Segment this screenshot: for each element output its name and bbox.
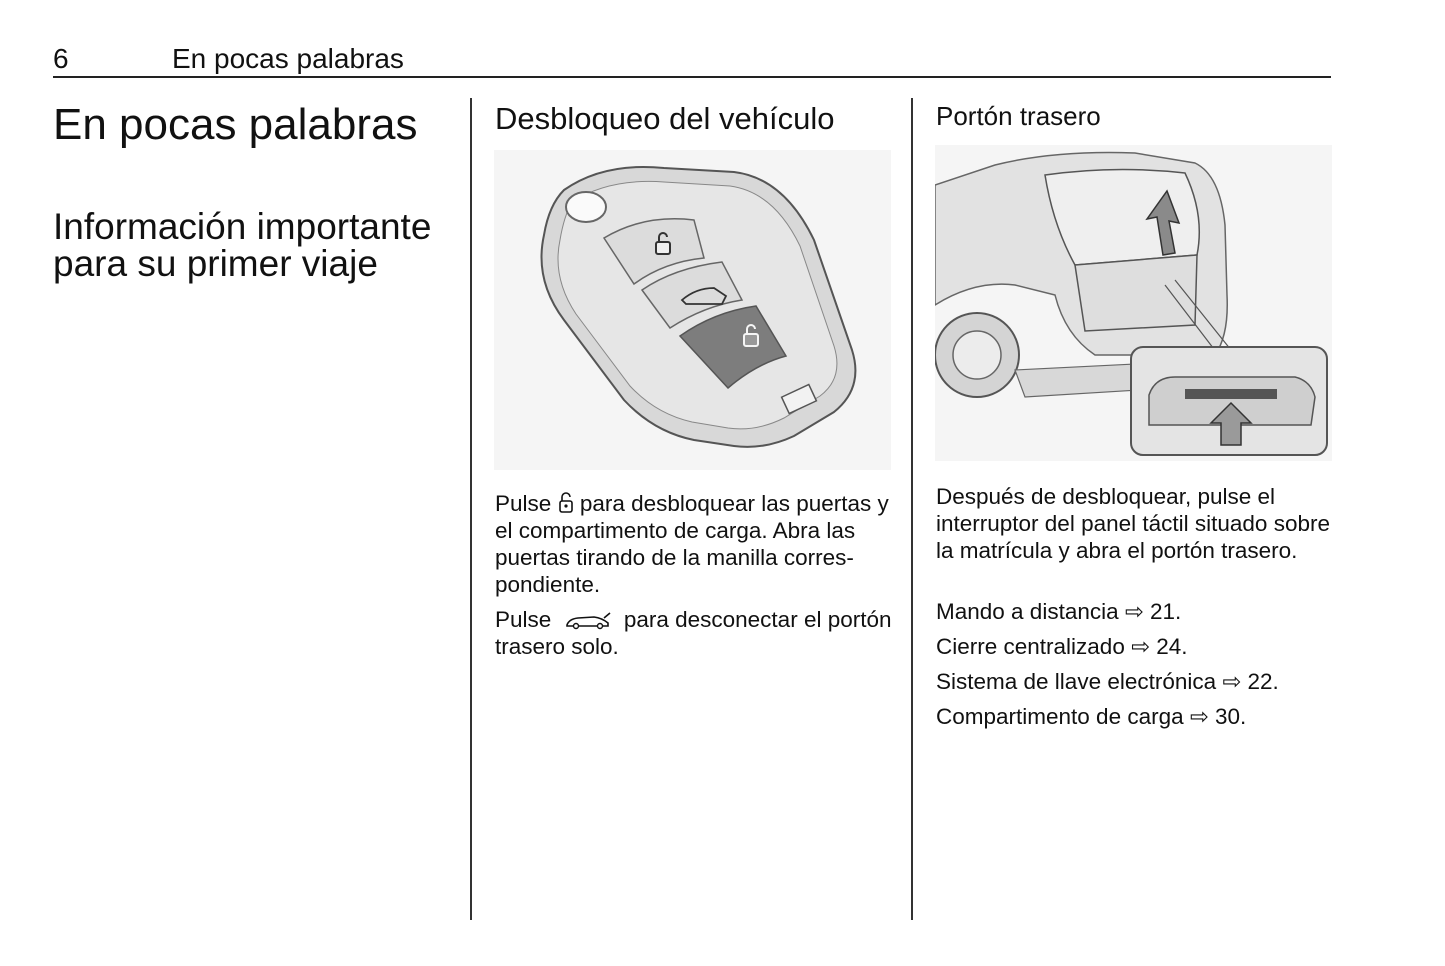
- page-number: 6: [53, 43, 69, 74]
- unlock-paragraph-1: [495, 490, 895, 598]
- page-ref-arrow-icon: ⇨: [1131, 634, 1150, 659]
- unlock-paragraph-2-text: para desconectar el portón trasero solo.: [495, 607, 892, 659]
- xref-item[interactable]: [936, 703, 1336, 730]
- xref-label: Sistema de llave electrónica: [936, 669, 1217, 694]
- xref-item[interactable]: [936, 668, 1336, 695]
- unlock-paragraph-2: [495, 606, 895, 660]
- running-title: En pocas palabras: [172, 43, 404, 74]
- cross-references: [936, 598, 1336, 738]
- xref-page: 21.: [1150, 599, 1182, 624]
- xref-page: 30.: [1215, 704, 1247, 729]
- tailgate-car-icon: [564, 612, 612, 630]
- xref-label: Cierre centralizado: [936, 634, 1125, 659]
- page-ref-arrow-icon: ⇨: [1189, 704, 1209, 729]
- page-ref-arrow-icon: ⇨: [1124, 599, 1144, 624]
- page-ref-arrow-icon: ⇨: [1222, 669, 1242, 694]
- key-fob-illustration: [494, 150, 891, 470]
- column-divider-1: [470, 98, 472, 920]
- unlock-icon: [558, 492, 574, 514]
- unlock-paragraph-1-text: para desbloquear las puertas y el compartimento de carga. Abra las puertas tirando de la manilla corres-pondiente.: [495, 491, 889, 597]
- pulse-label-1: Pulse: [495, 491, 552, 516]
- xref-label: Mando a distancia: [936, 599, 1119, 624]
- column-divider-2: [911, 98, 913, 920]
- xref-page: 22.: [1247, 669, 1279, 694]
- xref-item[interactable]: [936, 598, 1336, 625]
- tailgate-heading: Portón trasero: [936, 101, 1101, 131]
- tailgate-instructions: [936, 483, 1336, 572]
- header-rule: [53, 76, 1331, 78]
- section-title: Información importante para su primer viaje: [53, 206, 432, 284]
- xref-item[interactable]: [936, 633, 1336, 660]
- pulse-label-2: Pulse: [495, 607, 552, 632]
- tailgate-paragraph: Después de desbloquear, pulse el interruptor del panel táctil situado sobre la matrícula y abra el portón trasero.: [936, 484, 1330, 563]
- tailgate-illustration: [935, 145, 1332, 461]
- unlock-instructions: [495, 490, 895, 668]
- xref-page: 24.: [1156, 634, 1188, 659]
- chapter-title: En pocas palabras: [53, 100, 418, 149]
- xref-label: Compartimento de carga: [936, 704, 1184, 729]
- unlock-heading: Desbloqueo del vehículo: [495, 101, 835, 136]
